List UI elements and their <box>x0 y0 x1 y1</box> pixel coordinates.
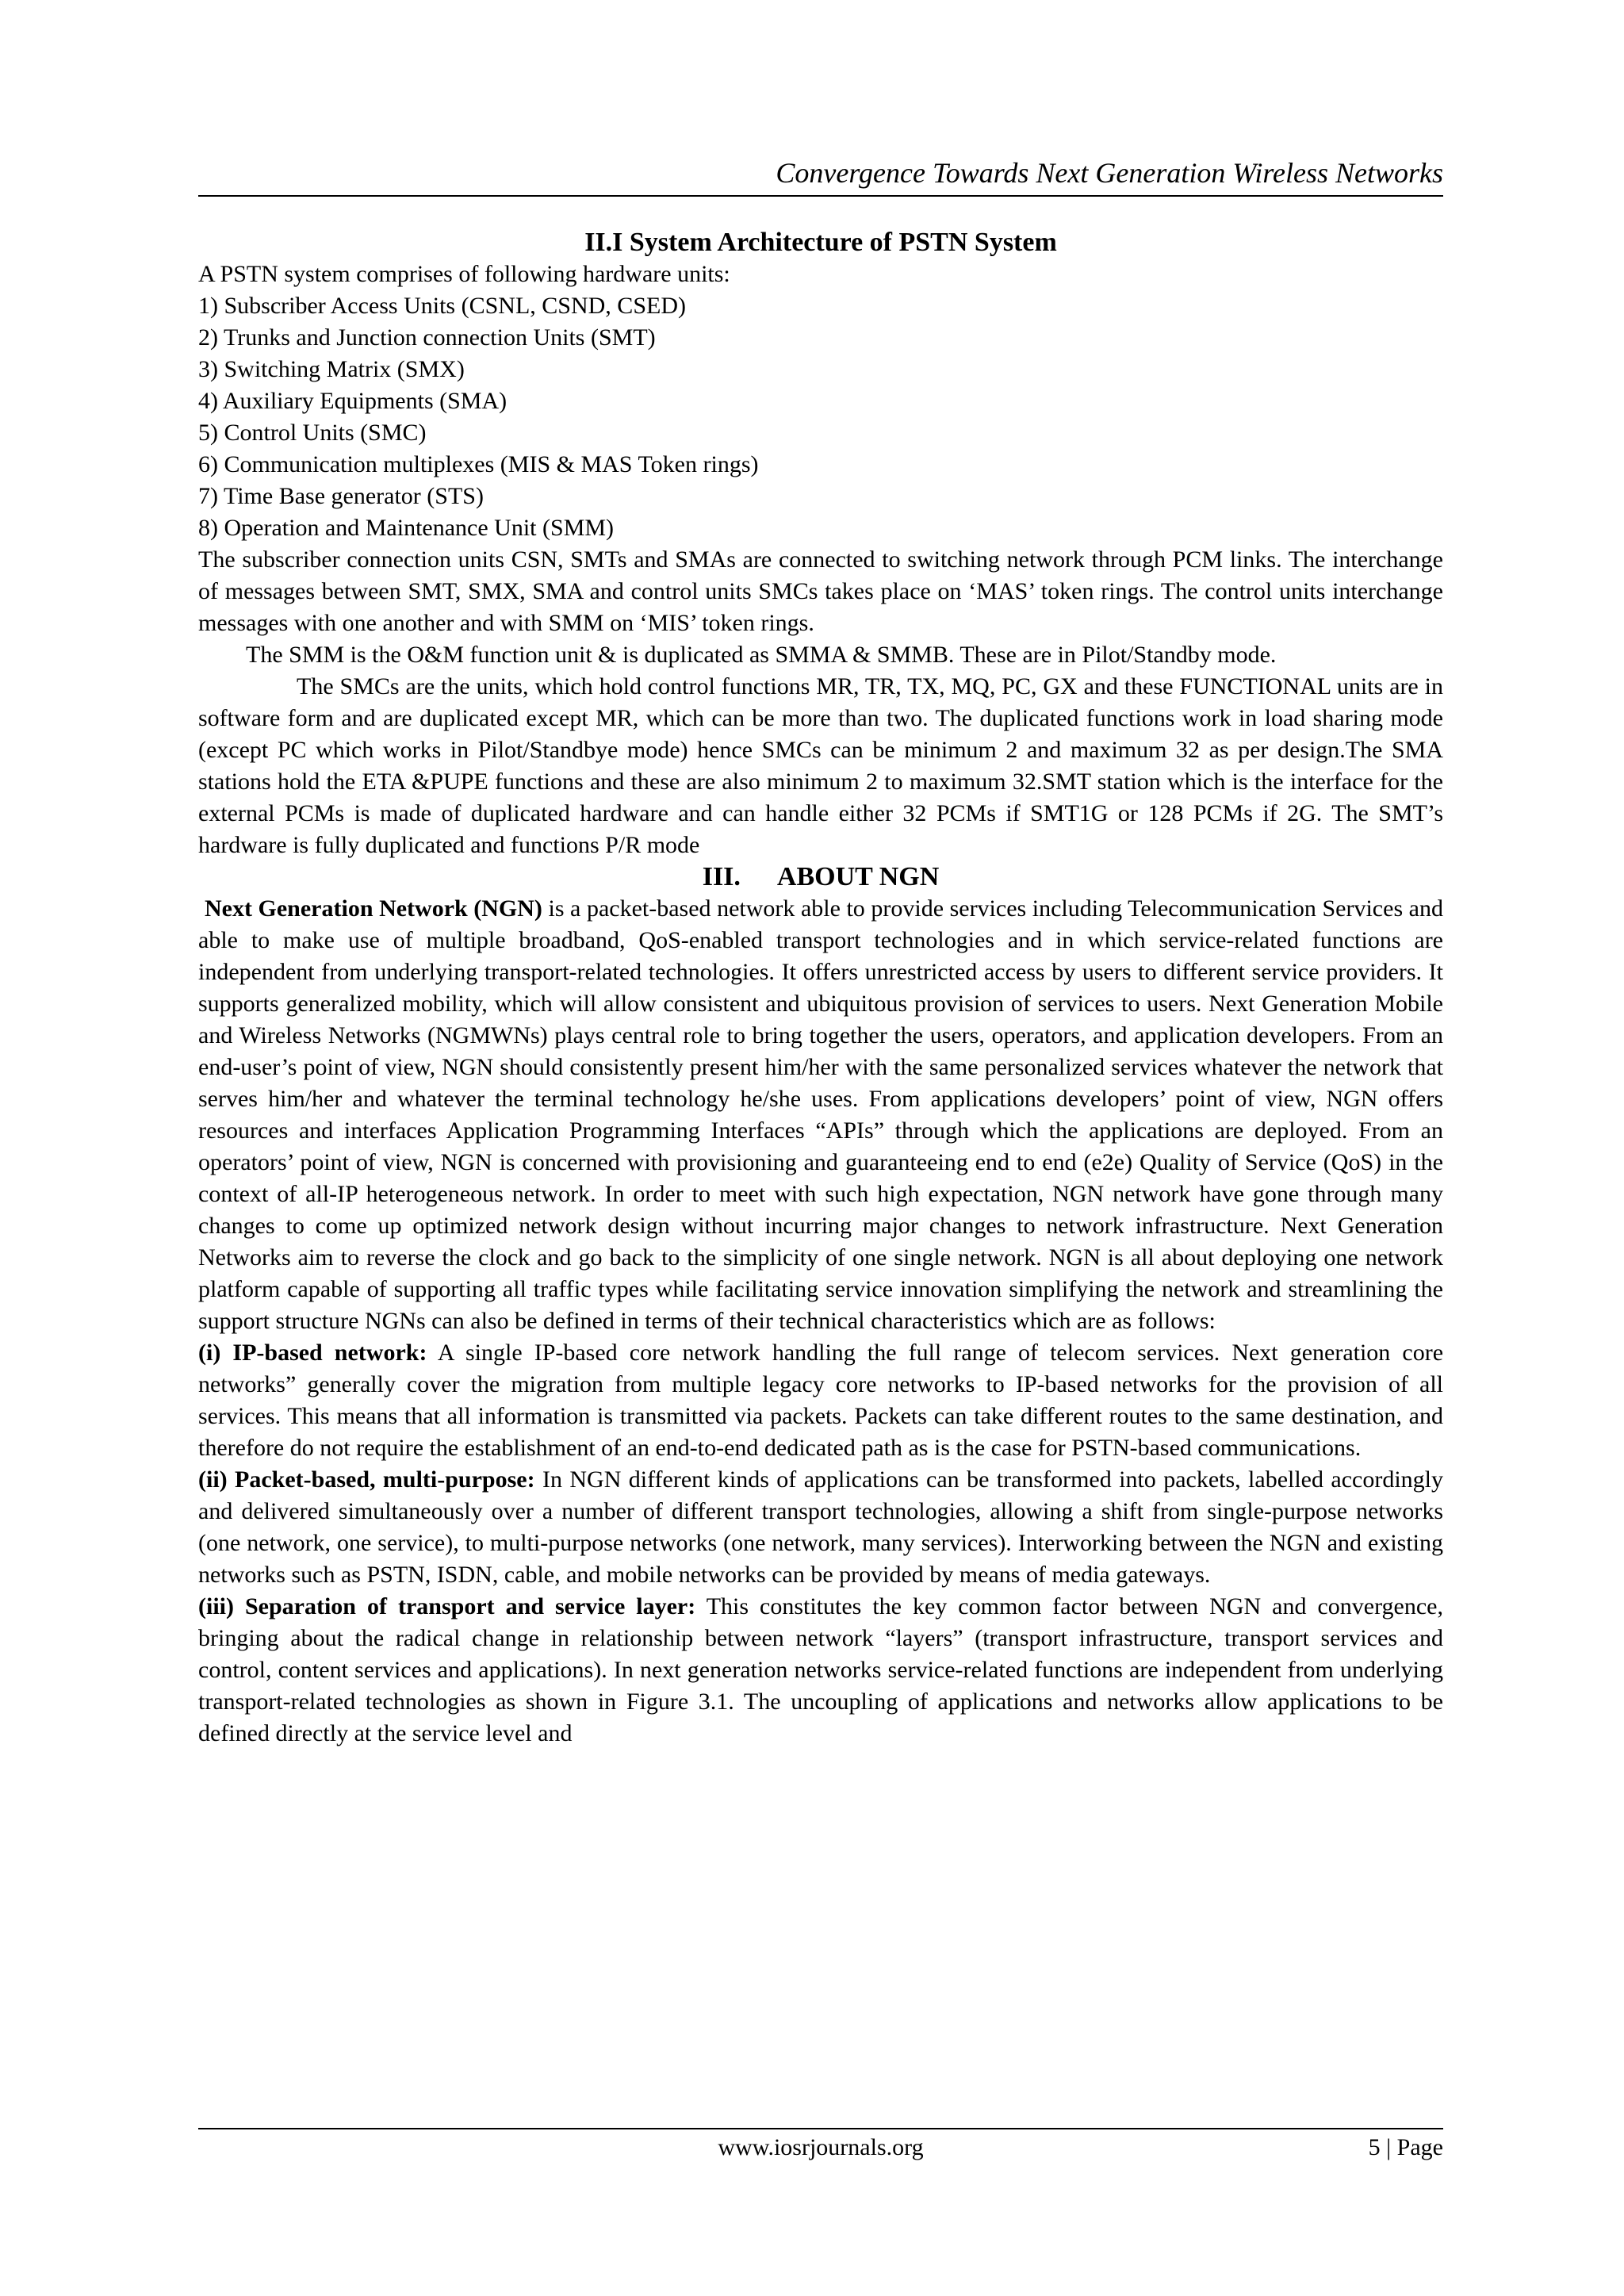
section-title-about-ngn <box>198 861 1443 893</box>
item-lead: (i) IP-based network: <box>198 1340 427 1366</box>
paragraph-connections: The subscriber connection units CSN, SMTs and SMAs are connected to switching network through PCM links. The interchange of messages between SMT, SMX, SMA and control units SMCs takes place on ‘MAS’ token rings. The control units interchange messages with one another and with SMM on ‘MIS’ token rings. <box>198 546 1443 636</box>
body-area <box>198 227 1443 1750</box>
section-title-text: ABOUT NGN <box>776 862 940 891</box>
paragraph-packet-based <box>198 1464 1443 1591</box>
hardware-units-list <box>198 290 1443 544</box>
list-item: 7) Time Base generator (STS) <box>198 483 484 509</box>
list-item: 3) Switching Matrix (SMX) <box>198 356 465 382</box>
list-item: 4) Auxiliary Equipments (SMA) <box>198 388 508 414</box>
paragraph-smc: The SMCs are the units, which hold control functions MR, TR, TX, MQ, PC, GX and these FUNCTIONAL units are in software form and are duplicated except MR, which can be more than two. The duplicated functions work in load sharing mode (except PC which works in Pilot/Standbye mode) hence SMCs can be minimum 2 and maximum 32 as per design.The SMA stations hold the ETA &PUPE functions and these are also minimum 2 to maximum 32.SMT station which is the interface for the external PCMs is made of duplicated hardware and can handle either 32 PCMs if SMT1G or 128 PCMs if 2G. The SMT’s hardware is fully duplicated and functions P/R mode <box>198 673 1443 858</box>
item-lead: (iii) Separation of transport and service layer: <box>198 1593 696 1619</box>
paragraph-smm: The SMM is the O&M function unit & is duplicated as SMMA & SMMB. These are in Pilot/Standby mode. <box>246 642 1277 668</box>
section-number: III. <box>702 862 741 891</box>
list-item: 1) Subscriber Access Units (CSNL, CSND, CSED) <box>198 293 686 319</box>
page-number: 5 | Page <box>1368 2134 1443 2160</box>
ngn-term: Next Generation Network (NGN) <box>205 895 542 922</box>
paragraph-ip-based <box>198 1337 1443 1464</box>
header-rule <box>198 195 1443 197</box>
item-lead: (ii) Packet-based, multi-purpose: <box>198 1466 535 1493</box>
paper-page <box>198 0 1443 2296</box>
footer-rule <box>198 2128 1443 2129</box>
running-header: Convergence Towards Next Generation Wireless Networks <box>776 157 1443 189</box>
footer-url: www.iosrjournals.org <box>718 2134 924 2160</box>
list-item: 6) Communication multiplexes (MIS & MAS Token rings) <box>198 451 759 477</box>
section-title-pstn-architecture: II.I System Architecture of PSTN System <box>584 228 1057 257</box>
hardware-units-intro: A PSTN system comprises of following hardware units: <box>198 261 730 287</box>
item-text: A single IP-based core network handling the full range of telecom services. Next generation core networks” generally cover the migration from multiple legacy core networks to IP-based networks for the provision of all services. This means that all information is transmitted via packets. Packets can take different routes to the same destination, and therefore do not require the establishment of an end-to-end dedicated path as is the case for PSTN-based communications. <box>198 1340 1444 1461</box>
paragraph-ngn-intro <box>198 893 1443 1337</box>
item-text: In NGN different kinds of applications can be transformed into packets, labelled accordingly and delivered simultaneously over a number of different transport technologies, allowing a shift from single-purpose networks (one network, one service), to multi-purpose networks (one network, many services). Interworking between the NGN and existing networks such as PSTN, ISDN, cable, and mobile networks can be provided by means of media gateways. <box>198 1466 1443 1588</box>
item-text: This constitutes the key common factor between NGN and convergence, bringing about the radical change in relationship between network “layers” (transport infrastructure, transport services and control, content services and applications). In next generation networks service-related functions are independent from underlying transport-related technologies as shown in Figure 3.1. The uncoupling of applications and networks allow applications to be defined directly at the service level and <box>198 1593 1443 1746</box>
paragraph-separation-layers <box>198 1591 1443 1750</box>
list-item: 2) Trunks and Junction connection Units (SMT) <box>198 324 656 351</box>
list-item: 8) Operation and Maintenance Unit (SMM) <box>198 515 615 541</box>
ngn-intro-text: is a packet-based network able to provide services including Telecommunication Services and able to make use of multiple broadband, QoS-enabled transport technologies and in which service-related functions are independent from underlying transport-related technologies. It offers unrestricted access by users to different service providers. It supports generalized mobility, which will allow consistent and ubiquitous provision of services to users. Next Generation Mobile and Wireless Networks (NGMWNs) plays central role to bring together the users, operators, and application developers. From an end-user’s point of view, NGN should consistently present him/her with the same personalized services whatever the network that serves him/her and whatever the terminal technology he/she uses. From applications developers’ point of view, NGN offers resources and interfaces Application Programming Interfaces “APIs” through which the applications are deployed. From an operators’ point of view, NGN is concerned with provisioning and guaranteeing end to end (e2e) Quality of Service (QoS) in the context of all-IP heterogeneous network. In order to meet with such high expectation, NGN network have gone through many changes to come up optimized network design without incurring major changes to network infrastructure. Next Generation Networks aim to reverse the clock and go back to the simplicity of one single network. NGN is all about deploying one network platform capable of supporting all traffic types while facilitating service innovation simplifying the network and streamlining the support structure NGNs can also be defined in terms of their technical characteristics which are as follows: <box>198 895 1443 1334</box>
list-item: 5) Control Units (SMC) <box>198 420 427 446</box>
